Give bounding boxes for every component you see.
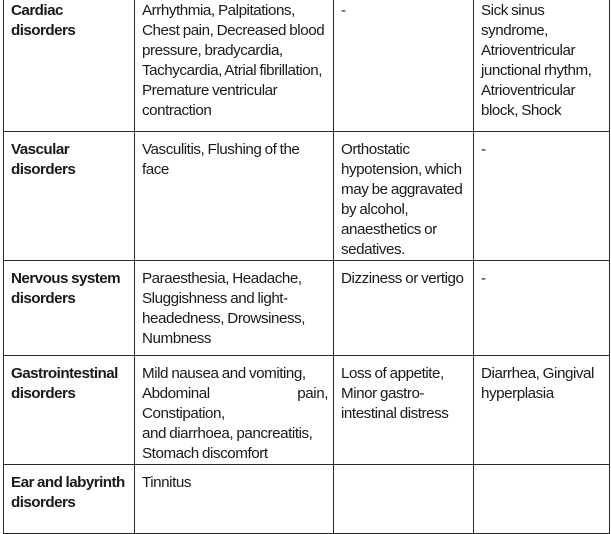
category-cell: Ear and labyrinth disorders [4, 465, 135, 534]
rare-effects-cell: Diarrhea, Gingival hyperplasia [474, 356, 610, 465]
uncommon-effects-cell: Dizziness or vertigo [334, 261, 474, 356]
rare-effects-cell: - [474, 132, 610, 261]
rare-effects-cell [474, 465, 610, 534]
uncommon-effects-cell: Loss of appetite, Minor gastro- intestinal distress [334, 356, 474, 465]
common-effects-cell: Arrhythmia, Palpitations, Chest pain, Decreased blood pressure, bradycardia, Tachycardia, Atrial fibrillation, Premature ventricular contraction [135, 0, 334, 132]
category-cell: Cardiac disorders [4, 0, 135, 132]
rare-effects-cell: - [474, 261, 610, 356]
uncommon-effects-cell [334, 465, 474, 534]
category-cell: Gastrointestinal disorders [4, 356, 135, 465]
rare-effects-cell: Sick sinus syndrome, Atrioventricular junctional rhythm, Atrioventricular block, Shock [474, 0, 610, 132]
uncommon-effects-cell: Orthostatic hypotension, which may be aggravated by alcohol, anaesthetics or sedatives. [334, 132, 474, 261]
table-row-ear-labyrinth [4, 465, 610, 534]
common-effects-cell: Tinnitus [135, 465, 334, 534]
adverse-effects-table [3, 0, 610, 534]
category-cell: Vascular disorders [4, 132, 135, 261]
common-effects-cell: Paraesthesia, Headache, Sluggishness and light- headedness, Drowsiness, Numbness [135, 261, 334, 356]
uncommon-effects-cell: - [334, 0, 474, 132]
common-effects-cell: Mild nausea and vomiting, Abdominal pain, Constipation, and diarrhoea, pancreatitis, Stomach discomfort [135, 356, 334, 465]
table-row-vascular [4, 132, 610, 261]
table-row-nervous-system [4, 261, 610, 356]
table-row-gastrointestinal [4, 356, 610, 465]
common-effects-cell: Vasculitis, Flushing of the face [135, 132, 334, 261]
table-row-cardiac [4, 0, 610, 132]
category-cell: Nervous system disorders [4, 261, 135, 356]
